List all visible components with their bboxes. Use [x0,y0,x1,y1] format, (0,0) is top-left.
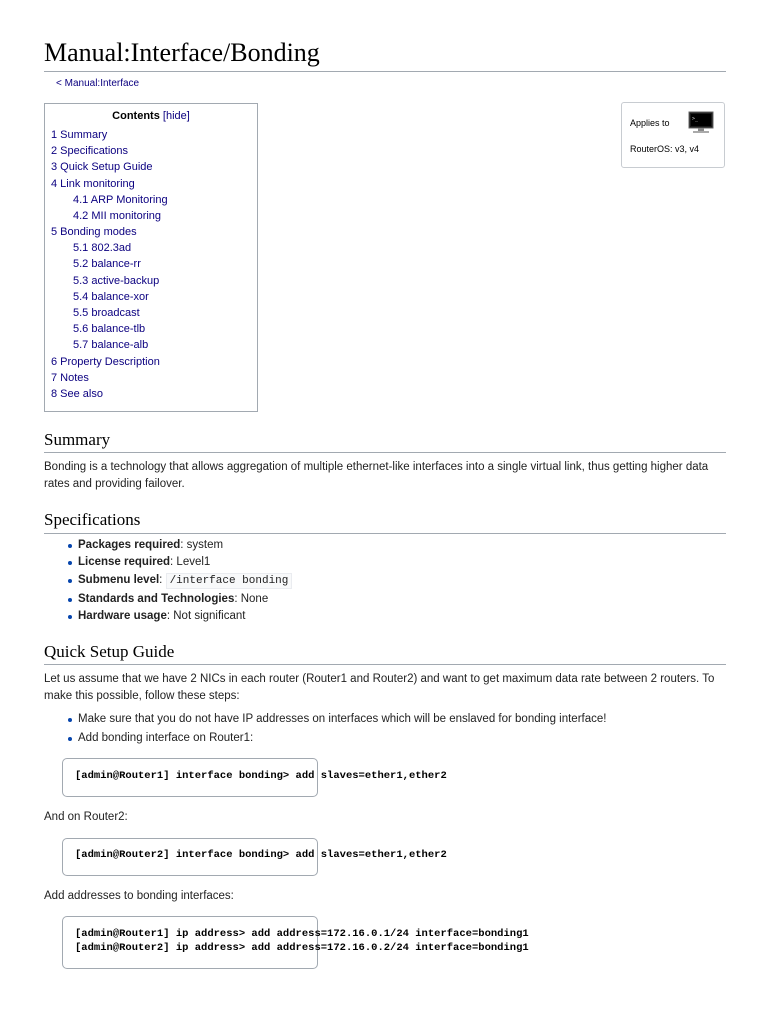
toc-item-802-3ad[interactable]: 5.1 802.3ad [73,242,132,254]
specifications-heading: Specifications [44,510,141,529]
svg-text:>_: >_ [692,116,699,122]
quick-setup-intro: Let us assume that we have 2 NICs in each router (Router1 and Router2) and want to get maximum data rate between 2 routers. To make this possible, follow these steps: [44,673,715,702]
list-item [78,608,245,625]
back-link[interactable]: < Manual:Interface [56,78,140,89]
toc-item-link-monitoring[interactable]: 4 Link monitoring [51,178,135,190]
code-line: [admin@Router1] interface bonding> add slaves=ether1,ether2 [75,770,447,782]
list-item: Make sure that you do not have IP addresses on interfaces which will be enslaved for bonding interface! [78,711,606,728]
code-block-router2-bonding [62,838,447,876]
applies-to-box [621,102,725,168]
code-line: [admin@Router1] ip address> add address=172.16.0.1/24 interface=bonding1 [75,928,529,940]
spec-label: License required [78,556,171,568]
toc-item-active-backup[interactable]: 5.3 active-backup [73,275,160,287]
summary-heading: Summary [44,430,111,449]
toc-item-mii-monitoring[interactable]: 4.2 MII monitoring [73,210,162,222]
spec-value: : system [180,539,224,551]
spec-value: : [159,574,166,586]
list-item [78,572,292,590]
spec-label: Submenu level [78,574,160,586]
spec-label: Standards and Technologies [78,593,235,605]
and-on-router2-text: And on Router2: [44,811,128,823]
toc-item-see-also[interactable]: 8 See also [51,388,103,400]
toc-item-broadcast[interactable]: 5.5 broadcast [73,307,140,319]
toc-item-balance-alb[interactable]: 5.7 balance-alb [73,339,149,351]
spec-value: : Not significant [166,610,246,622]
terminal-icon [688,111,714,135]
spec-value: : None [234,593,269,605]
code-line: [admin@Router2] interface bonding> add slaves=ether1,ether2 [75,849,447,861]
list-item [78,554,210,571]
toc-item-balance-tlb[interactable]: 5.6 balance-tlb [73,323,146,335]
table-of-contents [44,103,258,412]
spec-label: Hardware usage [78,610,167,622]
toc-item-quick-setup[interactable]: 3 Quick Setup Guide [51,161,153,173]
quick-setup-heading: Quick Setup Guide [44,642,175,661]
list-item [78,591,268,608]
spec-value: : Level1 [170,556,211,568]
toc-item-summary[interactable]: 1 Summary [51,129,108,141]
toc-item-specifications[interactable]: 2 Specifications [51,145,129,157]
toc-title: Contents [112,110,160,122]
toc-item-arp-monitoring[interactable]: 4.1 ARP Monitoring [73,194,168,206]
toc-item-bonding-modes[interactable]: 5 Bonding modes [51,226,137,238]
summary-divider [44,452,726,453]
title-divider [44,71,726,72]
summary-text: Bonding is a technology that allows aggregation of multiple ethernet-like interfaces into a single virtual link, thus getting higher data rates and providing failover. [44,461,709,490]
applies-to-versions: RouterOS: v3, v4 [630,144,700,154]
add-addresses-text: Add addresses to bonding interfaces: [44,890,234,902]
specifications-divider [44,533,726,534]
toc-item-balance-rr[interactable]: 5.2 balance-rr [73,258,141,270]
toc-item-balance-xor[interactable]: 5.4 balance-xor [73,291,149,303]
list-item [78,537,223,554]
spec-label: Packages required [78,539,181,551]
code-block-router1-bonding [62,758,447,797]
code-block-ip-addresses [62,916,529,969]
toc-hide-link[interactable]: [hide] [162,110,190,122]
list-item: Add bonding interface on Router1: [78,730,253,747]
quick-setup-divider [44,664,726,665]
toc-item-notes[interactable]: 7 Notes [51,372,89,384]
code-line: [admin@Router2] ip address> add address=172.16.0.2/24 interface=bonding1 [75,942,529,954]
submenu-code: /interface bonding [166,573,293,589]
page-title: Manual:Interface/Bonding [44,38,320,67]
toc-header [45,110,257,122]
applies-to-label: Applies to [630,118,670,128]
toc-item-property-description[interactable]: 6 Property Description [51,356,160,368]
